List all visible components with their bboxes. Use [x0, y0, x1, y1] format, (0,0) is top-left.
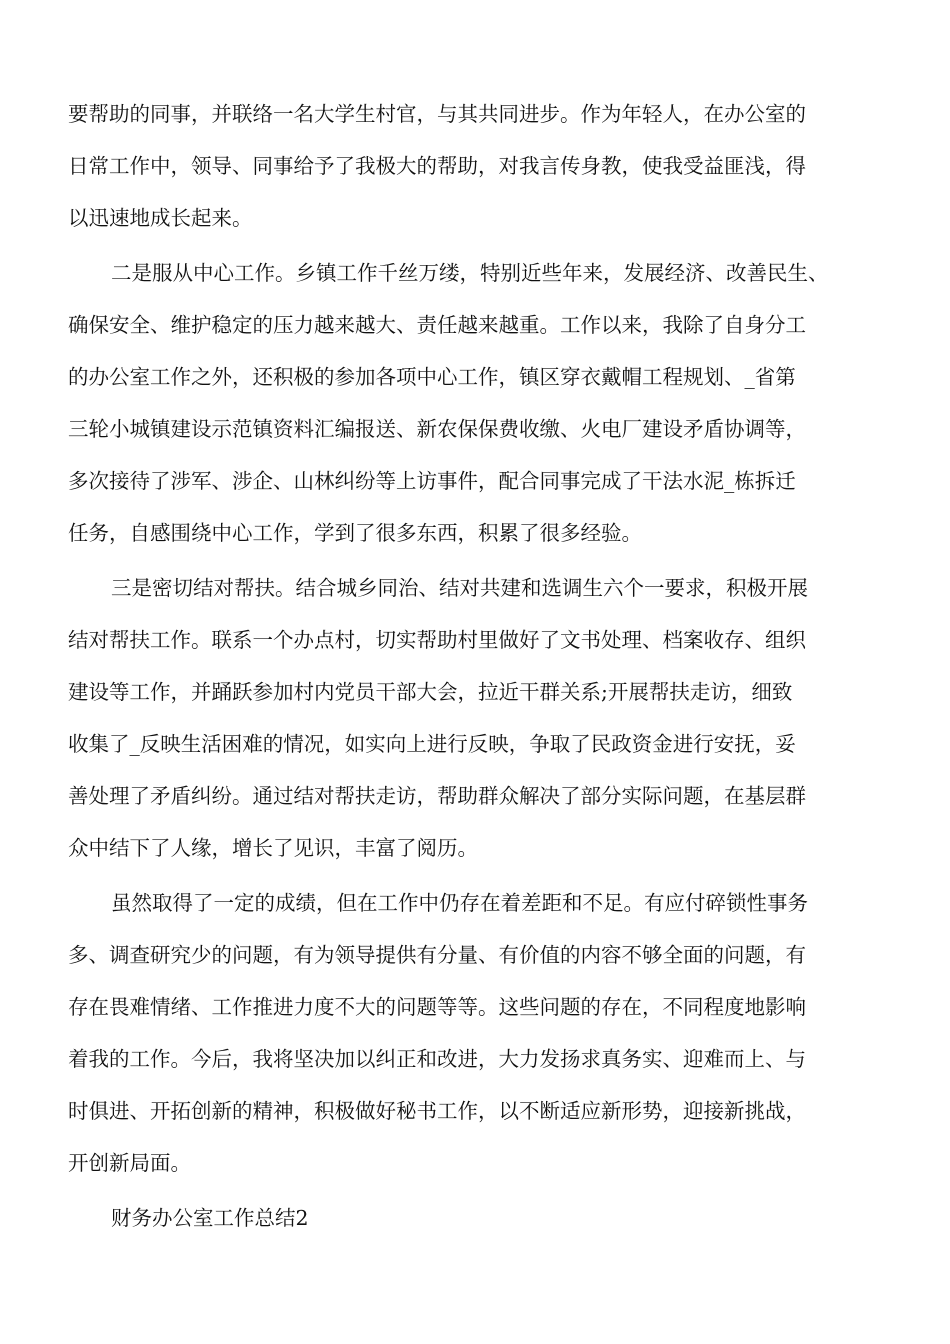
text-line: 着我的工作。今后，我将坚决加以纠正和改进，大力发扬求真务实、迎难而上、与 [68, 1047, 806, 1071]
text-line: 要帮助的同事，并联络一名大学生村官，与其共同进步。作为年轻人，在办公室的 [68, 102, 806, 126]
text-line: 善处理了矛盾纠纷。通过结对帮扶走访，帮助群众解决了部分实际问题，在基层群 [68, 784, 806, 808]
text-line: 三是密切结对帮扶。结合城乡同治、结对共建和选调生六个一要求，积极开展 [111, 576, 808, 600]
paragraph-1 [68, 88, 888, 244]
section-title: 财务办公室工作总结2 [111, 1206, 309, 1230]
section-heading [68, 1192, 888, 1244]
text-line: 开创新局面。 [68, 1151, 191, 1175]
paragraph-4 [68, 877, 888, 1189]
text-line: 时俱进、开拓创新的精神，积极做好秘书工作，以不断适应新形势，迎接新挑战， [68, 1099, 806, 1123]
text-line: 结对帮扶工作。联系一个办点村，切实帮助村里做好了文书处理、档案收存、组织 [68, 628, 806, 652]
text-line: 虽然取得了一定的成绩，但在工作中仍存在着差距和不足。有应付碎锁性事务 [111, 891, 808, 915]
text-line: 日常工作中，领导、同事给予了我极大的帮助，对我言传身教，使我受益匪浅，得 [68, 154, 806, 178]
text-line: 众中结下了人缘，增长了见识，丰富了阅历。 [68, 836, 478, 860]
document-page [68, 88, 888, 1244]
text-line: 三轮小城镇建设示范镇资料汇编报送、新农保保费收缴、火电厂建设矛盾协调等， [68, 417, 806, 441]
text-line: 任务，自感围绕中心工作，学到了很多东西，积累了很多经验。 [68, 521, 642, 545]
text-line: 收集了_反映生活困难的情况，如实向上进行反映，争取了民政资金进行安抚，妥 [68, 732, 796, 756]
text-line: 多次接待了涉军、涉企、山林纠纷等上访事件，配合同事完成了干法水泥_栋拆迁 [68, 469, 796, 493]
text-line: 建设等工作，并踊跃参加村内党员干部大会，拉近干群关系;开展帮扶走访，细致 [68, 680, 793, 704]
text-line: 以迅速地成长起来。 [68, 206, 253, 230]
text-line: 的办公室工作之外，还积极的参加各项中心工作，镇区穿衣戴帽工程规划、_省第 [68, 365, 796, 389]
text-line: 存在畏难情绪、工作推进力度不大的问题等等。这些问题的存在，不同程度地影响 [68, 995, 806, 1019]
text-line: 确保安全、维护稳定的压力越来越大、责任越来越重。工作以来，我除了自身分工 [68, 313, 806, 337]
paragraph-2 [68, 247, 888, 559]
text-line: 多、调查研究少的问题，有为领导提供有分量、有价值的内容不够全面的问题，有 [68, 943, 806, 967]
text-line: 二是服从中心工作。乡镇工作千丝万缕，特别近些年来，发展经济、改善民生、 [111, 261, 829, 285]
paragraph-3 [68, 562, 888, 874]
